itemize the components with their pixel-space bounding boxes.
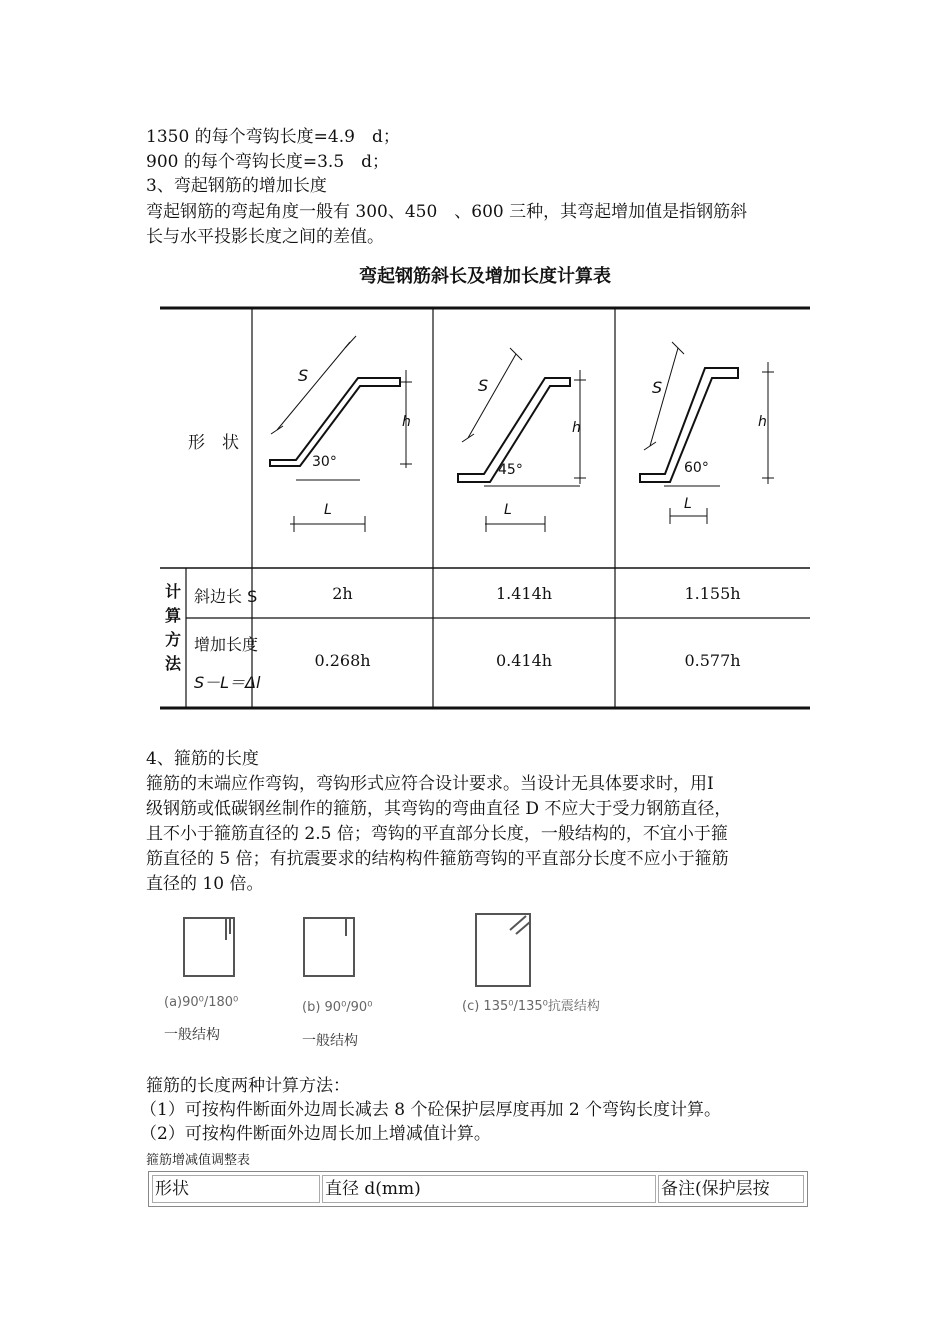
sym-s-30: S [298, 366, 309, 385]
para2-line3: 且不小于箍筋直径的 2.5 倍；弯钩的平直部分长度，一般结构的，不宜小于箍 [146, 824, 728, 844]
hook135-line: 1350 的每个弯钩长度=4.9 d； [146, 127, 400, 147]
shape-label: 形 状 [188, 433, 239, 453]
stirrup-b-sub: 一般结构 [302, 1033, 358, 1049]
methods-intro: 箍筋的长度两种计算方法： [146, 1076, 350, 1096]
sym-h-45: h [572, 420, 581, 436]
sym-l-60: L [684, 496, 692, 512]
bend-30-diagram [270, 336, 412, 532]
section4-heading: 4、箍筋的长度 [146, 749, 259, 769]
slant-value-45: 1.414h [495, 584, 553, 603]
stirrup-c-label: (c) 135⁰/135⁰抗震结构 [462, 999, 600, 1014]
calc-char-4: 法 [165, 654, 182, 673]
para2-line2: 级钢筋或低碳钢丝制作的箍筋，其弯钩的弯曲直径 D 不应大于受力钢筋直径， [146, 799, 732, 819]
stirrup-c-shape [476, 914, 530, 986]
bend-table-figure [160, 262, 810, 712]
sym-l-45: L [504, 502, 512, 518]
para1-line1: 弯起钢筋的弯起角度一般有 300、450 、600 三种，其弯起增加值是指钢筋斜 [146, 202, 748, 222]
sym-h-30: h [402, 414, 411, 430]
sym-s-45: S [478, 376, 489, 395]
calc-char-2: 算 [165, 606, 182, 625]
header-shape: 形状 [152, 1175, 320, 1203]
method-2: （2）可按构件断面外边周长加上增减值计算。 [140, 1124, 491, 1144]
calc-char-1: 计 [165, 582, 182, 601]
increase-value-60: 0.577h [684, 651, 741, 670]
calc-char-3: 方 [165, 630, 182, 649]
header-remark: 备注(保护层按 [658, 1175, 804, 1203]
sym-l-30: L [324, 502, 332, 518]
slant-value-60: 1.155h [684, 584, 741, 603]
stirrup-a-sub: 一般结构 [164, 1027, 220, 1043]
angle-60: 60° [684, 460, 709, 476]
slant-value-30: 2h [332, 584, 353, 603]
increase-value-30: 0.268h [314, 651, 371, 670]
header-diameter: 直径 d(mm) [322, 1175, 656, 1203]
para2-line4: 筋直径的 5 倍；有抗震要求的结构构件箍筋弯钩的平直部分长度不应小于箍筋 [146, 849, 729, 869]
bend-table-title: 弯起钢筋斜长及增加长度计算表 [359, 266, 611, 287]
table-caption: 箍筋增减值调整表 [146, 1153, 251, 1168]
increase-value-45: 0.414h [495, 651, 553, 670]
increase-label: 增加长度 [194, 635, 259, 654]
section3-heading: 3、弯起钢筋的增加长度 [146, 176, 327, 196]
adjust-table [148, 1171, 808, 1207]
para2-line1: 箍筋的末端应作弯钩，弯钩形式应符合设计要求。当设计无具体要求时，用Ⅰ [146, 774, 714, 794]
sym-s-60: S [652, 378, 663, 397]
method-1: （1）可按构件断面外边周长减去 8 个砼保护层厚度再加 2 个弯钩长度计算。 [140, 1100, 722, 1120]
stirrup-b-label: (b) 90⁰/90⁰ [302, 1000, 373, 1015]
increase-formula: S－L＝Δl [194, 673, 261, 692]
stirrup-a-label: (a)90⁰/180⁰ [164, 995, 239, 1010]
angle-30: 30° [312, 454, 337, 470]
para2-line5: 直径的 10 倍。 [146, 874, 264, 894]
sym-h-60: h [758, 414, 767, 430]
calc-method-label [165, 580, 183, 676]
bend-60-diagram [640, 342, 774, 524]
stirrup-figure [170, 910, 630, 990]
slant-label: 斜边长 S [194, 587, 258, 606]
hook90-line: 900 的每个弯钩长度=3.5 d； [146, 152, 390, 172]
para1-line2: 长与水平投影长度之间的差值。 [146, 227, 384, 247]
angle-45: 45° [498, 462, 523, 478]
